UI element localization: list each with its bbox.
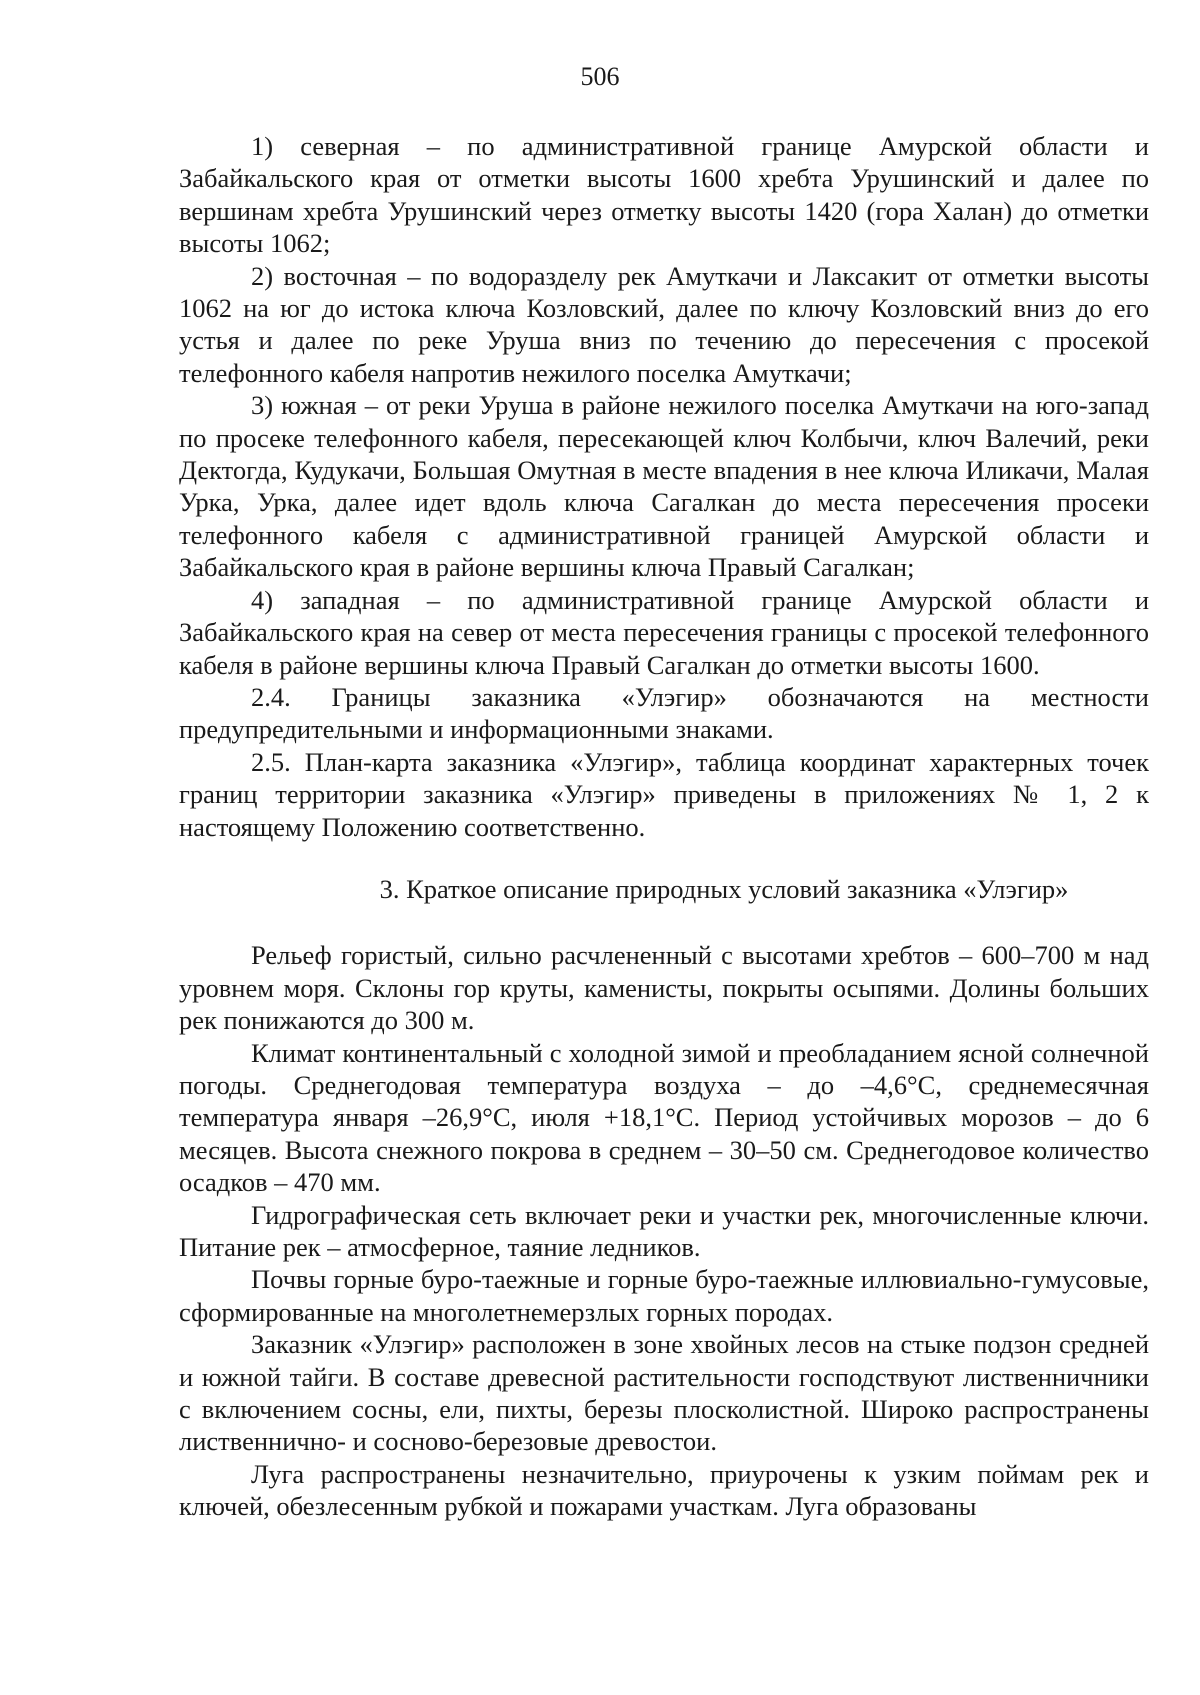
clause-2-5: 2.5. План-карта заказника «Улэгир», таблица координат характерных точек границ территории заказника «Улэгир» приведены в приложениях № 1, 2 к настоящему Положению соответственно. bbox=[179, 746, 1149, 842]
relief-paragraph: Рельеф гористый, сильно расчлененный с высотами хребтов – 600–700 м над уровнем моря. Склоны гор круты, каменисты, покрыты осыпями. Долины больших рек понижаются до 300 м. bbox=[179, 940, 1149, 1036]
climate-paragraph: Климат континентальный с холодной зимой и преобладанием ясной солнечной погоды. Среднегодовая температура воздуха – до –4,6°С, среднемесячная температура января –26,9°С, июля +18,1°С. Период устойчивых морозов – до 6 месяцев. Высота снежного покрова в среднем – 30–50 см. Среднегодовое количество осадков – 470 мм. bbox=[179, 1037, 1149, 1198]
document-body bbox=[179, 130, 1149, 1523]
meadows-paragraph: Луга распространены незначительно, приурочены к узким поймам рек и ключей, обезлесенным рубкой и пожарами участкам. Луга образованы bbox=[179, 1458, 1149, 1522]
hydrography-paragraph: Гидрографическая сеть включает реки и участки рек, многочисленные ключи. Питание рек – атмосферное, таяние ледников. bbox=[179, 1199, 1149, 1262]
boundary-north: 1) северная – по административной границе Амурской области и Забайкальского края от отметки высоты 1600 хребта Урушинский и далее по вершинам хребта Урушинский через отметку высоты 1420 (гора Халан) до отметки высоты 1062; bbox=[179, 131, 1149, 259]
boundary-east: 2) восточная – по водоразделу рек Амуткачи и Лаксакит от отметки высоты 1062 на юг до истока ключа Козловский, далее по ключу Козловский вниз до его устья и далее по реке Уруша вниз по течению до пересечения с просекой телефонного кабеля напротив нежилого поселка Амуткачи; bbox=[179, 260, 1149, 388]
soils-paragraph: Почвы горные буро-таежные и горные буро-таежные иллювиально-гумусовые, сформированные на многолетнемерзлых горных породах. bbox=[179, 1264, 1149, 1327]
clause-2-4: 2.4. Границы заказника «Улэгир» обозначаются на местности предупредительными и информационными знаками. bbox=[179, 681, 1149, 745]
boundary-south: 3) южная – от реки Уруша в районе нежилого поселка Амуткачи на юго-запад по просеке телефонного кабеля, пересекающей ключ Колбычи, ключ Валечий, реки Дектогда, Кудукачи, Большая Омутная в месте впадения в нее ключа Иликачи, Малая Урка, Урка, далее идет вдоль ключа Сагалкан до места пересечения просеки телефонного кабеля с административной границей Амурской области и Забайкальского края в районе вершины ключа Правый Сагалкан; bbox=[179, 390, 1149, 583]
page-number: 506 bbox=[580, 62, 620, 91]
vegetation-paragraph: Заказник «Улэгир» расположен в зоне хвойных лесов на стыке подзон средней и южной тайги. В составе древесной растительности господствуют лиственничники с включением сосны, ели, пихты, березы плосколистной. Широко распространены лиственнично- и сосново-березовые древостои. bbox=[179, 1329, 1149, 1457]
boundary-west: 4) западная – по административной границе Амурской области и Забайкальского края на север от места пересечения границы с просекой телефонного кабеля в районе вершины ключа Правый Сагалкан до отметки высоты 1600. bbox=[179, 584, 1149, 680]
section-3-heading: 3. Краткое описание природных условий заказника «Улэгир» bbox=[379, 873, 1069, 904]
